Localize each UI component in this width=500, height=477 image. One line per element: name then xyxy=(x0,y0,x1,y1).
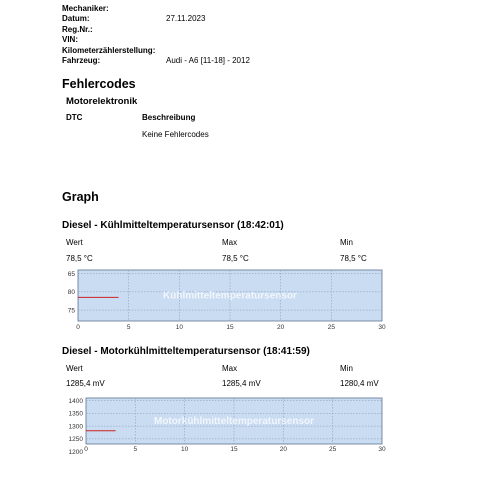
sensor-2-min-value: 1280,4 mV xyxy=(340,379,379,388)
y-tick-label: 80 xyxy=(67,289,75,297)
vehicle-label: Fahrzeug: xyxy=(62,56,101,66)
vehicle-value: Audi - A6 [11-18] - 2012 xyxy=(166,56,250,66)
sensor-2-min-label: Min xyxy=(340,364,353,373)
chart-watermark: Kühlmitteltemperatursensor xyxy=(163,290,297,302)
coolant-temp-chart xyxy=(62,268,392,336)
y-tick-label: 1400 xyxy=(68,397,83,405)
reg-label: Reg.Nr.: xyxy=(62,24,93,34)
vin-label: VIN: xyxy=(62,35,78,45)
y-tick-label: 75 xyxy=(67,307,75,315)
x-tick-label: 5 xyxy=(133,446,138,453)
reg-row xyxy=(62,25,250,35)
chart-watermark: Motorkühlmitteltemperatursensor xyxy=(153,416,315,427)
date-value: 27.11.2023 xyxy=(166,14,206,24)
y-tick-label: 1200 xyxy=(68,448,83,456)
engine-coolant-voltage-chart xyxy=(62,392,392,458)
graph-title: Graph xyxy=(62,190,99,204)
x-tick-label: 5 xyxy=(126,324,131,331)
sensor-1-min-label: Min xyxy=(340,238,353,247)
vin-row xyxy=(62,35,250,45)
sensor-1-max-label: Max xyxy=(222,238,238,247)
x-tick-label: 10 xyxy=(175,324,183,331)
sensor-2-max-label: Max xyxy=(222,364,238,373)
mechanic-label: Mechaniker: xyxy=(62,4,109,13)
date-label: Datum: xyxy=(62,14,90,24)
sensor-1-min-value: 78,5 °C xyxy=(340,254,367,263)
odometer-label: Kilometerzählerstellung: xyxy=(62,45,156,55)
y-tick-label: 1300 xyxy=(68,423,83,431)
no-fault-codes-text: Keine Fehlercodes xyxy=(142,130,209,139)
odometer-row xyxy=(62,46,250,56)
x-tick-label: 20 xyxy=(279,446,287,453)
x-tick-label: 30 xyxy=(378,446,386,453)
x-tick-label: 15 xyxy=(226,324,234,331)
sensor-1-title: Diesel - Kühlmitteltemperatursensor (18:42:01) xyxy=(62,220,284,231)
sensor-1-max-value: 78,5 °C xyxy=(222,254,249,263)
sensor-2-wert-value: 1285,4 mV xyxy=(66,379,105,388)
y-tick-label: 65 xyxy=(67,270,75,278)
sensor-2-title: Diesel - Motorkühlmitteltemperatursensor (18:41:59) xyxy=(62,346,310,357)
module-title: Motorelektronik xyxy=(66,96,138,107)
sensor-1-wert-value: 78,5 °C xyxy=(66,254,93,263)
x-tick-label: 15 xyxy=(230,446,238,453)
x-tick-label: 30 xyxy=(378,324,386,331)
sensor-2-max-value: 1285,4 mV xyxy=(222,379,261,388)
date-row xyxy=(62,14,250,24)
y-tick-label: 1250 xyxy=(68,436,83,444)
x-tick-label: 25 xyxy=(329,446,337,453)
report-header xyxy=(62,4,250,66)
sensor-1-wert-label: Wert xyxy=(66,238,83,247)
mechanic-row xyxy=(62,4,250,14)
x-tick-label: 10 xyxy=(181,446,189,453)
description-column-header: Beschreibung xyxy=(142,113,196,122)
x-tick-label: 0 xyxy=(76,324,80,331)
x-tick-label: 20 xyxy=(277,324,285,331)
fault-codes-title: Fehlercodes xyxy=(62,77,136,91)
x-tick-label: 0 xyxy=(84,446,88,453)
y-tick-label: 1350 xyxy=(68,410,83,418)
x-tick-label: 25 xyxy=(327,324,335,331)
vehicle-row xyxy=(62,56,250,66)
sensor-2-wert-label: Wert xyxy=(66,364,83,373)
dtc-column-header: DTC xyxy=(66,113,83,122)
